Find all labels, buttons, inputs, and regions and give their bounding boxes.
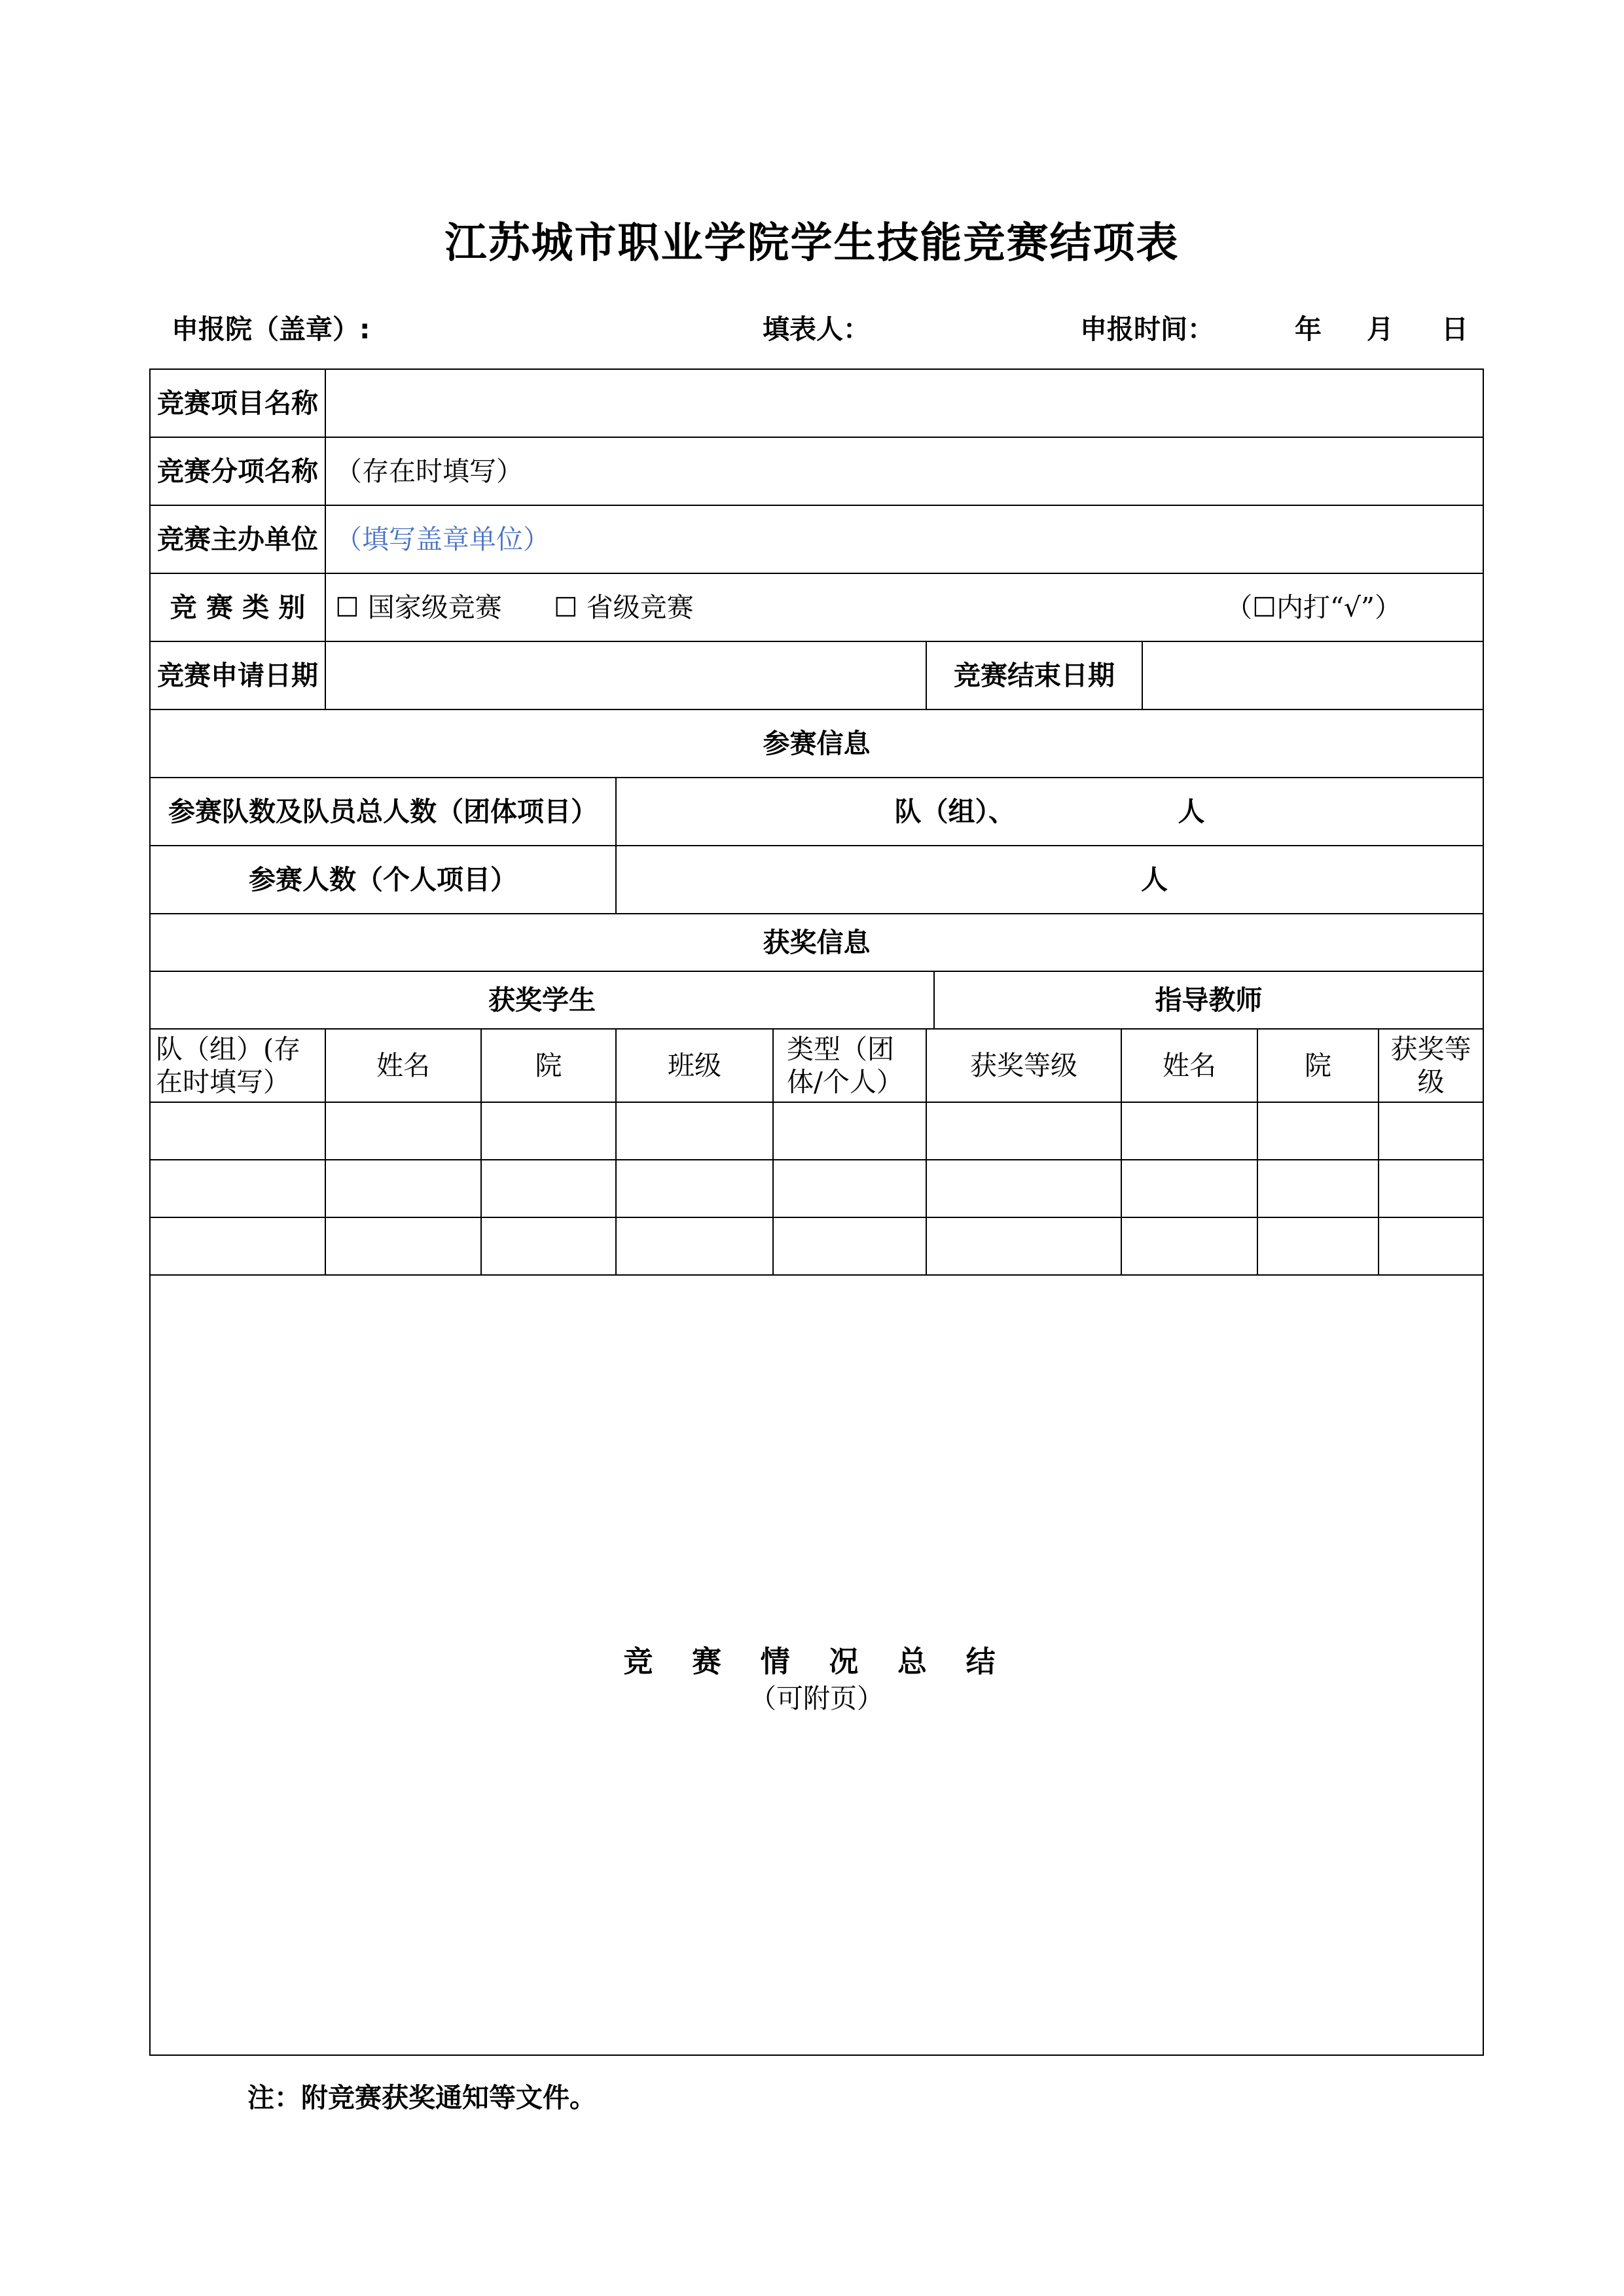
- table-cell[interactable]: [325, 1217, 481, 1275]
- table-cell[interactable]: [926, 1217, 1121, 1275]
- sub-name-hint: （存在时填写）: [335, 455, 523, 487]
- form-title: 江苏城市职业学院学生技能竞赛结项表: [444, 219, 1180, 268]
- filler-label: 填表人：: [763, 314, 870, 345]
- end-date-label: 竞赛结束日期: [926, 641, 1142, 709]
- table-cell[interactable]: [926, 1160, 1121, 1217]
- month-label: 月: [1367, 314, 1394, 345]
- day-label: 日: [1441, 314, 1468, 345]
- national-checkbox[interactable]: ☐ 国家级竞赛: [335, 591, 502, 623]
- table-cell[interactable]: [1257, 1160, 1379, 1217]
- table-cell[interactable]: [773, 1102, 926, 1160]
- project-name-row: [150, 369, 1483, 437]
- sub-name-label: 竞赛分项名称: [150, 437, 325, 505]
- table-cell[interactable]: [325, 1102, 481, 1160]
- table-cell[interactable]: [150, 1160, 325, 1217]
- individual-count-label: 参赛人数（个人项目）: [150, 846, 616, 914]
- summary-subtitle: （可附页）: [749, 1683, 884, 1715]
- year-label: 年: [1295, 314, 1322, 345]
- award-group-header-row: [150, 971, 1483, 1029]
- participation-section-row: [150, 709, 1483, 778]
- table-cell[interactable]: [1121, 1160, 1257, 1217]
- award-columns-row: [150, 1029, 1483, 1102]
- table-cell[interactable]: [1257, 1217, 1379, 1275]
- table-cell[interactable]: [481, 1160, 616, 1217]
- person-unit: 人: [1178, 795, 1205, 827]
- sub-name-value[interactable]: [325, 437, 1483, 505]
- organizer-label: 竞赛主办单位: [150, 505, 325, 573]
- category-row: [150, 573, 1483, 641]
- individual-count-row: [150, 846, 1483, 914]
- table-cell[interactable]: [926, 1102, 1121, 1160]
- apply-date-label: 竞赛申请日期: [150, 641, 325, 709]
- col-advisor-name: 姓名: [1121, 1029, 1257, 1102]
- sub-name-row: [150, 437, 1483, 505]
- individual-unit: 人: [1141, 863, 1168, 895]
- project-name-label: 竞赛项目名称: [150, 369, 325, 437]
- time-label: 申报时间：: [1080, 314, 1214, 345]
- category-note: （☐内打“√”）: [1225, 591, 1401, 623]
- award-data-row: [150, 1102, 1483, 1160]
- table-cell[interactable]: [616, 1217, 773, 1275]
- team-unit: 队（组）、: [894, 795, 1015, 827]
- table-cell[interactable]: [616, 1160, 773, 1217]
- team-count-label: 参赛队数及队员总人数（团体项目）: [150, 778, 616, 846]
- category-value: [325, 573, 1483, 641]
- award-data-row: [150, 1217, 1483, 1275]
- organizer-row: [150, 505, 1483, 573]
- col-student-name: 姓名: [325, 1029, 481, 1102]
- award-section-title: 获奖信息: [150, 914, 1483, 971]
- table-cell[interactable]: [481, 1102, 616, 1160]
- table-cell[interactable]: [1257, 1102, 1379, 1160]
- col-advisor-award: 获奖等级: [1379, 1029, 1483, 1102]
- advisor-header: 指导教师: [934, 971, 1483, 1029]
- team-count-value[interactable]: [616, 778, 1483, 846]
- table-cell[interactable]: [1379, 1160, 1483, 1217]
- award-students-header: 获奖学生: [150, 971, 934, 1029]
- table-cell[interactable]: [150, 1217, 325, 1275]
- summary-area[interactable]: [150, 1275, 1483, 2055]
- individual-count-value[interactable]: [616, 846, 1483, 914]
- dept-label: 申报院（盖章）:: [171, 314, 370, 345]
- apply-date-value[interactable]: [325, 641, 926, 709]
- col-team: 队（组）(存在时填写）: [150, 1029, 325, 1102]
- award-data-row: [150, 1160, 1483, 1217]
- summary-title: 竞 赛 情 况 总 结: [623, 1643, 1010, 1679]
- table-cell[interactable]: [1379, 1102, 1483, 1160]
- completion-form-table: [149, 368, 1484, 2056]
- provincial-checkbox[interactable]: ☐ 省级竞赛: [553, 591, 694, 623]
- category-label: 竞 赛 类 别: [150, 573, 325, 641]
- table-cell[interactable]: [325, 1160, 481, 1217]
- organizer-value[interactable]: [325, 505, 1483, 573]
- award-section-row: [150, 914, 1483, 971]
- project-name-value[interactable]: [325, 369, 1483, 437]
- col-advisor-college: 院: [1257, 1029, 1379, 1102]
- summary-row: [150, 1275, 1483, 2055]
- end-date-value[interactable]: [1142, 641, 1483, 709]
- col-student-college: 院: [481, 1029, 616, 1102]
- organizer-hint: （填写盖章单位）: [335, 523, 550, 555]
- table-cell[interactable]: [1121, 1102, 1257, 1160]
- col-type: 类型（团体/个人）: [773, 1029, 926, 1102]
- team-count-row: [150, 778, 1483, 846]
- table-cell[interactable]: [773, 1160, 926, 1217]
- table-cell[interactable]: [1121, 1217, 1257, 1275]
- participation-section-title: 参赛信息: [150, 709, 1483, 778]
- table-cell[interactable]: [616, 1102, 773, 1160]
- col-student-award: 获奖等级: [926, 1029, 1121, 1102]
- footnote: 注：附竞赛获奖通知等文件。: [247, 2082, 596, 2113]
- table-cell[interactable]: [481, 1217, 616, 1275]
- table-cell[interactable]: [773, 1217, 926, 1275]
- table-cell[interactable]: [150, 1102, 325, 1160]
- col-class: 班级: [616, 1029, 773, 1102]
- table-cell[interactable]: [1379, 1217, 1483, 1275]
- date-row: [150, 641, 1483, 709]
